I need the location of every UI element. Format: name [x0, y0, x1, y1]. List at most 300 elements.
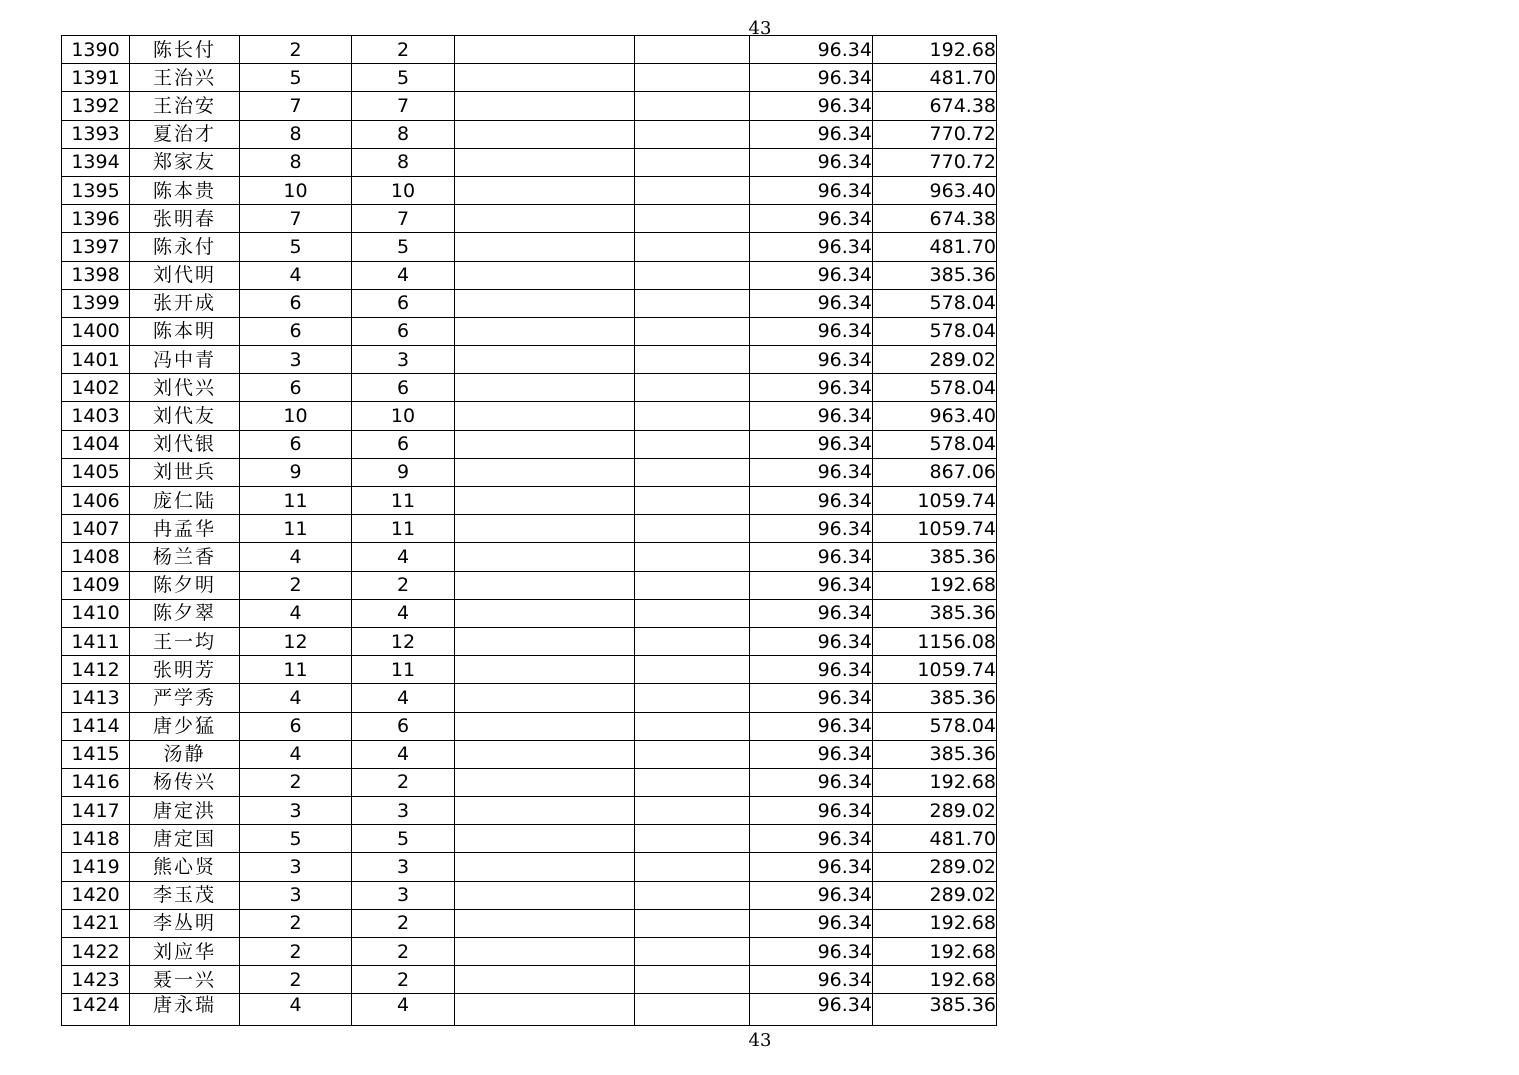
cell-id: 1416 — [62, 768, 130, 796]
cell-name: 刘代银 — [130, 430, 240, 458]
table-row — [62, 599, 997, 627]
cell-price: 96.34 — [750, 346, 873, 374]
cell-id: 1391 — [62, 64, 130, 92]
table-row — [62, 148, 997, 176]
cell-count-a: 6 — [240, 374, 352, 402]
cell-id: 1401 — [62, 346, 130, 374]
cell-id: 1394 — [62, 148, 130, 176]
cell-count-a: 8 — [240, 120, 352, 148]
cell-id: 1412 — [62, 656, 130, 684]
cell-count-b: 2 — [352, 36, 455, 64]
cell-total: 192.68 — [873, 966, 997, 994]
cell-name: 严学秀 — [130, 684, 240, 712]
cell-total: 1156.08 — [873, 627, 997, 655]
cell-count-b: 9 — [352, 458, 455, 486]
cell-id: 1422 — [62, 938, 130, 966]
table-row — [62, 966, 997, 994]
table-row — [62, 487, 997, 515]
cell-total: 192.68 — [873, 36, 997, 64]
cell-count-b: 3 — [352, 797, 455, 825]
cell-name: 张开成 — [130, 289, 240, 317]
cell-blank — [635, 909, 750, 937]
cell-price: 96.34 — [750, 261, 873, 289]
cell-count-b: 2 — [352, 571, 455, 599]
cell-price: 96.34 — [750, 994, 873, 1026]
cell-total: 770.72 — [873, 148, 997, 176]
cell-name: 陈本明 — [130, 317, 240, 345]
cell-count-b: 6 — [352, 317, 455, 345]
cell-total: 192.68 — [873, 768, 997, 796]
cell-total: 578.04 — [873, 317, 997, 345]
cell-count-a: 12 — [240, 627, 352, 655]
cell-count-b: 4 — [352, 684, 455, 712]
cell-id: 1414 — [62, 712, 130, 740]
cell-blank — [455, 487, 635, 515]
cell-price: 96.34 — [750, 148, 873, 176]
cell-blank — [455, 261, 635, 289]
cell-blank — [455, 402, 635, 430]
cell-total: 385.36 — [873, 543, 997, 571]
cell-count-b: 5 — [352, 233, 455, 261]
cell-blank — [455, 205, 635, 233]
cell-count-a: 11 — [240, 487, 352, 515]
cell-blank — [635, 374, 750, 402]
cell-count-a: 4 — [240, 994, 352, 1026]
cell-price: 96.34 — [750, 402, 873, 430]
cell-id: 1395 — [62, 176, 130, 204]
cell-name: 唐定国 — [130, 825, 240, 853]
cell-price: 96.34 — [750, 740, 873, 768]
cell-name: 汤静 — [130, 740, 240, 768]
cell-count-a: 9 — [240, 458, 352, 486]
table-row — [62, 909, 997, 937]
table-row — [62, 36, 997, 64]
cell-blank — [635, 543, 750, 571]
cell-blank — [455, 430, 635, 458]
cell-blank — [635, 599, 750, 627]
page-number-top: 43 — [748, 18, 772, 39]
cell-price: 96.34 — [750, 487, 873, 515]
cell-name: 李玉茂 — [130, 881, 240, 909]
cell-blank — [635, 64, 750, 92]
cell-name: 王治兴 — [130, 64, 240, 92]
cell-total: 578.04 — [873, 289, 997, 317]
cell-total: 578.04 — [873, 374, 997, 402]
table-row — [62, 881, 997, 909]
cell-total: 192.68 — [873, 909, 997, 937]
cell-id: 1407 — [62, 515, 130, 543]
cell-count-b: 11 — [352, 515, 455, 543]
cell-total: 289.02 — [873, 346, 997, 374]
cell-blank — [635, 148, 750, 176]
cell-id: 1400 — [62, 317, 130, 345]
cell-blank — [455, 289, 635, 317]
table-row — [62, 374, 997, 402]
cell-blank — [635, 994, 750, 1026]
cell-price: 96.34 — [750, 515, 873, 543]
cell-price: 96.34 — [750, 374, 873, 402]
cell-id: 1390 — [62, 36, 130, 64]
cell-blank — [635, 712, 750, 740]
cell-count-a: 6 — [240, 430, 352, 458]
cell-blank — [455, 684, 635, 712]
cell-blank — [455, 740, 635, 768]
cell-id: 1398 — [62, 261, 130, 289]
table-row — [62, 458, 997, 486]
cell-blank — [455, 176, 635, 204]
cell-total: 963.40 — [873, 402, 997, 430]
cell-name: 刘应华 — [130, 938, 240, 966]
cell-blank — [455, 853, 635, 881]
cell-blank — [635, 289, 750, 317]
cell-name: 陈永付 — [130, 233, 240, 261]
cell-blank — [455, 148, 635, 176]
cell-name: 冯中青 — [130, 346, 240, 374]
cell-name: 刘代友 — [130, 402, 240, 430]
cell-count-a: 4 — [240, 599, 352, 627]
cell-count-b: 6 — [352, 430, 455, 458]
cell-id: 1408 — [62, 543, 130, 571]
cell-count-a: 2 — [240, 36, 352, 64]
cell-count-a: 6 — [240, 712, 352, 740]
cell-count-b: 4 — [352, 543, 455, 571]
cell-count-b: 6 — [352, 712, 455, 740]
cell-count-b: 7 — [352, 205, 455, 233]
cell-total: 1059.74 — [873, 487, 997, 515]
cell-blank — [635, 740, 750, 768]
cell-count-a: 2 — [240, 938, 352, 966]
cell-blank — [455, 36, 635, 64]
cell-blank — [455, 627, 635, 655]
cell-price: 96.34 — [750, 36, 873, 64]
cell-price: 96.34 — [750, 768, 873, 796]
cell-price: 96.34 — [750, 92, 873, 120]
cell-total: 385.36 — [873, 994, 997, 1026]
cell-price: 96.34 — [750, 430, 873, 458]
cell-count-b: 10 — [352, 402, 455, 430]
table-row — [62, 402, 997, 430]
page-number-bottom: 43 — [748, 1030, 772, 1051]
cell-count-b: 2 — [352, 966, 455, 994]
cell-count-a: 7 — [240, 205, 352, 233]
cell-id: 1411 — [62, 627, 130, 655]
cell-count-b: 4 — [352, 599, 455, 627]
cell-blank — [635, 176, 750, 204]
cell-id: 1410 — [62, 599, 130, 627]
cell-count-b: 10 — [352, 176, 455, 204]
cell-total: 867.06 — [873, 458, 997, 486]
cell-count-b: 2 — [352, 768, 455, 796]
cell-blank — [455, 797, 635, 825]
cell-count-a: 4 — [240, 543, 352, 571]
cell-id: 1406 — [62, 487, 130, 515]
table-row — [62, 515, 997, 543]
cell-blank — [455, 64, 635, 92]
cell-name: 冉孟华 — [130, 515, 240, 543]
cell-total: 192.68 — [873, 938, 997, 966]
cell-total: 385.36 — [873, 684, 997, 712]
cell-blank — [635, 458, 750, 486]
cell-blank — [635, 261, 750, 289]
cell-count-b: 3 — [352, 881, 455, 909]
cell-price: 96.34 — [750, 571, 873, 599]
cell-total: 385.36 — [873, 599, 997, 627]
table-row — [62, 205, 997, 233]
cell-id: 1424 — [62, 994, 130, 1026]
cell-blank — [455, 317, 635, 345]
cell-blank — [455, 346, 635, 374]
cell-count-a: 5 — [240, 825, 352, 853]
cell-count-b: 2 — [352, 909, 455, 937]
cell-blank — [635, 36, 750, 64]
cell-count-a: 7 — [240, 92, 352, 120]
cell-count-a: 5 — [240, 233, 352, 261]
cell-blank — [635, 881, 750, 909]
cell-name: 唐定洪 — [130, 797, 240, 825]
cell-blank — [635, 627, 750, 655]
cell-id: 1404 — [62, 430, 130, 458]
cell-blank — [635, 430, 750, 458]
cell-total: 481.70 — [873, 64, 997, 92]
cell-count-a: 2 — [240, 909, 352, 937]
cell-count-b: 11 — [352, 656, 455, 684]
cell-count-a: 8 — [240, 148, 352, 176]
cell-name: 陈夕明 — [130, 571, 240, 599]
cell-count-b: 5 — [352, 825, 455, 853]
cell-name: 陈长付 — [130, 36, 240, 64]
cell-total: 1059.74 — [873, 656, 997, 684]
cell-blank — [635, 346, 750, 374]
cell-count-b: 2 — [352, 938, 455, 966]
cell-price: 96.34 — [750, 938, 873, 966]
cell-total: 674.38 — [873, 205, 997, 233]
table-row — [62, 233, 997, 261]
cell-total: 963.40 — [873, 176, 997, 204]
cell-count-a: 11 — [240, 656, 352, 684]
cell-price: 96.34 — [750, 684, 873, 712]
table-row — [62, 346, 997, 374]
cell-count-a: 4 — [240, 684, 352, 712]
cell-id: 1421 — [62, 909, 130, 937]
table-row — [62, 994, 997, 1026]
cell-blank — [455, 966, 635, 994]
cell-id: 1396 — [62, 205, 130, 233]
cell-name: 杨兰香 — [130, 543, 240, 571]
cell-count-b: 4 — [352, 261, 455, 289]
cell-total: 674.38 — [873, 92, 997, 120]
cell-blank — [455, 881, 635, 909]
cell-price: 96.34 — [750, 966, 873, 994]
table-row — [62, 656, 997, 684]
cell-price: 96.34 — [750, 543, 873, 571]
cell-count-b: 6 — [352, 374, 455, 402]
cell-name: 陈夕翠 — [130, 599, 240, 627]
cell-count-a: 6 — [240, 289, 352, 317]
cell-blank — [635, 853, 750, 881]
cell-price: 96.34 — [750, 797, 873, 825]
cell-name: 李丛明 — [130, 909, 240, 937]
cell-count-b: 12 — [352, 627, 455, 655]
table-row — [62, 317, 997, 345]
cell-price: 96.34 — [750, 853, 873, 881]
cell-price: 96.34 — [750, 825, 873, 853]
cell-id: 1403 — [62, 402, 130, 430]
cell-name: 夏治才 — [130, 120, 240, 148]
cell-price: 96.34 — [750, 599, 873, 627]
cell-blank — [455, 825, 635, 853]
cell-name: 唐少猛 — [130, 712, 240, 740]
cell-count-b: 11 — [352, 487, 455, 515]
cell-id: 1415 — [62, 740, 130, 768]
cell-total: 385.36 — [873, 261, 997, 289]
cell-price: 96.34 — [750, 881, 873, 909]
table-row — [62, 543, 997, 571]
cell-blank — [455, 909, 635, 937]
cell-name: 杨传兴 — [130, 768, 240, 796]
cell-id: 1417 — [62, 797, 130, 825]
cell-id: 1413 — [62, 684, 130, 712]
cell-blank — [635, 120, 750, 148]
cell-count-b: 6 — [352, 289, 455, 317]
cell-price: 96.34 — [750, 64, 873, 92]
cell-blank — [635, 233, 750, 261]
cell-price: 96.34 — [750, 909, 873, 937]
cell-id: 1405 — [62, 458, 130, 486]
cell-price: 96.34 — [750, 120, 873, 148]
cell-count-b: 8 — [352, 148, 455, 176]
cell-id: 1419 — [62, 853, 130, 881]
cell-count-a: 10 — [240, 402, 352, 430]
cell-count-b: 7 — [352, 92, 455, 120]
cell-price: 96.34 — [750, 205, 873, 233]
cell-id: 1392 — [62, 92, 130, 120]
cell-price: 96.34 — [750, 289, 873, 317]
data-table — [61, 35, 997, 1026]
cell-name: 庞仁陆 — [130, 487, 240, 515]
cell-blank — [635, 768, 750, 796]
table-row — [62, 938, 997, 966]
table-row — [62, 289, 997, 317]
table-body — [62, 36, 997, 1026]
table-row — [62, 627, 997, 655]
cell-blank — [455, 656, 635, 684]
cell-name: 陈本贵 — [130, 176, 240, 204]
cell-blank — [635, 938, 750, 966]
cell-count-a: 3 — [240, 853, 352, 881]
cell-count-a: 4 — [240, 740, 352, 768]
cell-blank — [455, 543, 635, 571]
cell-price: 96.34 — [750, 627, 873, 655]
cell-total: 770.72 — [873, 120, 997, 148]
cell-blank — [455, 233, 635, 261]
cell-blank — [635, 797, 750, 825]
cell-name: 张明春 — [130, 205, 240, 233]
cell-id: 1420 — [62, 881, 130, 909]
cell-price: 96.34 — [750, 317, 873, 345]
cell-blank — [455, 458, 635, 486]
table-row — [62, 430, 997, 458]
cell-blank — [635, 515, 750, 543]
table-row — [62, 712, 997, 740]
cell-name: 刘世兵 — [130, 458, 240, 486]
cell-blank — [635, 825, 750, 853]
cell-name: 刘代明 — [130, 261, 240, 289]
cell-id: 1418 — [62, 825, 130, 853]
cell-blank — [635, 966, 750, 994]
table-row — [62, 261, 997, 289]
table-row — [62, 64, 997, 92]
cell-total: 289.02 — [873, 853, 997, 881]
cell-price: 96.34 — [750, 458, 873, 486]
cell-id: 1423 — [62, 966, 130, 994]
cell-name: 王治安 — [130, 92, 240, 120]
cell-count-b: 4 — [352, 740, 455, 768]
cell-count-b: 8 — [352, 120, 455, 148]
cell-blank — [455, 92, 635, 120]
cell-count-b: 5 — [352, 64, 455, 92]
cell-name: 聂一兴 — [130, 966, 240, 994]
cell-count-a: 6 — [240, 317, 352, 345]
cell-blank — [635, 487, 750, 515]
cell-count-a: 2 — [240, 768, 352, 796]
cell-price: 96.34 — [750, 712, 873, 740]
cell-blank — [635, 684, 750, 712]
cell-total: 481.70 — [873, 825, 997, 853]
table-row — [62, 740, 997, 768]
cell-blank — [635, 656, 750, 684]
cell-name: 熊心贤 — [130, 853, 240, 881]
cell-count-b: 4 — [352, 994, 455, 1026]
table-row — [62, 684, 997, 712]
cell-blank — [455, 994, 635, 1026]
cell-total: 578.04 — [873, 430, 997, 458]
cell-id: 1402 — [62, 374, 130, 402]
table-row — [62, 176, 997, 204]
cell-price: 96.34 — [750, 656, 873, 684]
cell-count-a: 5 — [240, 64, 352, 92]
cell-count-a: 3 — [240, 881, 352, 909]
cell-blank — [455, 768, 635, 796]
cell-blank — [455, 938, 635, 966]
table-row — [62, 120, 997, 148]
cell-total: 385.36 — [873, 740, 997, 768]
cell-blank — [635, 402, 750, 430]
cell-blank — [455, 374, 635, 402]
table-row — [62, 797, 997, 825]
cell-id: 1399 — [62, 289, 130, 317]
cell-name: 郑家友 — [130, 148, 240, 176]
cell-count-a: 2 — [240, 966, 352, 994]
cell-total: 289.02 — [873, 797, 997, 825]
cell-total: 1059.74 — [873, 515, 997, 543]
cell-count-a: 10 — [240, 176, 352, 204]
cell-name: 张明芳 — [130, 656, 240, 684]
cell-blank — [455, 571, 635, 599]
cell-count-b: 3 — [352, 346, 455, 374]
cell-total: 481.70 — [873, 233, 997, 261]
cell-price: 96.34 — [750, 176, 873, 204]
cell-id: 1397 — [62, 233, 130, 261]
cell-name: 王一均 — [130, 627, 240, 655]
table-row — [62, 92, 997, 120]
cell-blank — [635, 317, 750, 345]
cell-blank — [635, 205, 750, 233]
cell-name: 刘代兴 — [130, 374, 240, 402]
cell-count-a: 11 — [240, 515, 352, 543]
cell-blank — [455, 515, 635, 543]
cell-count-b: 3 — [352, 853, 455, 881]
cell-id: 1409 — [62, 571, 130, 599]
